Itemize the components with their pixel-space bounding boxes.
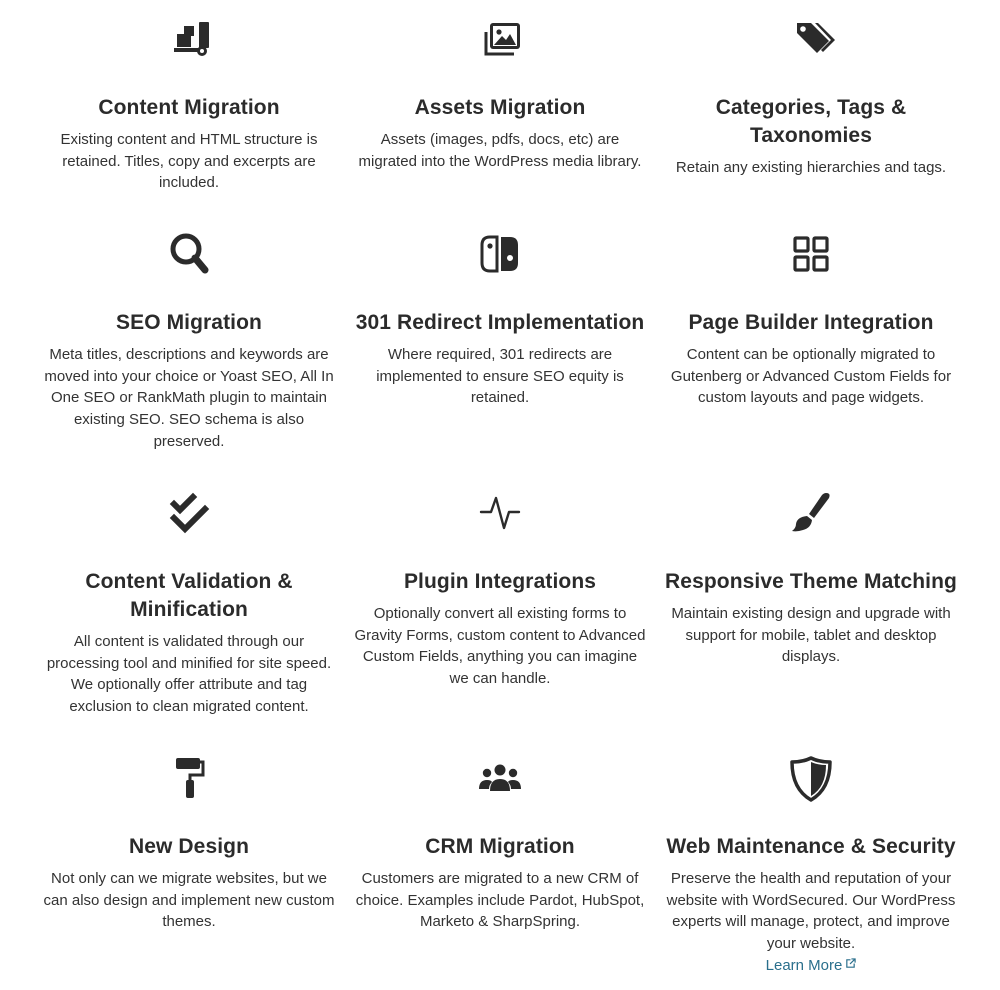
feature-description: Preserve the health and reputation of your website with WordSecured. Our WordPress experts will manage, protect, and improve your website. xyxy=(666,870,956,953)
feature-new-design xyxy=(39,753,339,933)
feature-description: Not only can we migrate websites, but we can also design and implement new custom themes. xyxy=(43,870,335,931)
feature-title: Content Migration xyxy=(98,96,280,119)
feature-title: New Design xyxy=(128,835,250,858)
feature-content-validation xyxy=(39,488,339,718)
double-check-icon xyxy=(159,488,219,538)
switch-toggle-icon xyxy=(470,229,530,279)
feature-description: Where required, 301 redirects are implemented to ensure SEO equity is retained. xyxy=(376,346,624,407)
boxes-dolly-icon xyxy=(159,14,219,64)
feature-page-builder-integration xyxy=(661,229,961,409)
feature-title: Assets Migration xyxy=(414,96,586,119)
feature-title: Page Builder Integration xyxy=(688,311,934,334)
external-link-icon xyxy=(845,958,856,969)
feature-301-redirect xyxy=(350,229,650,409)
feature-title: Responsive Theme Matching xyxy=(665,570,957,593)
feature-title: Categories, Tags & Taxonomies xyxy=(715,96,907,147)
feature-description: Customers are migrated to a new CRM of choice. Examples include Pardot, HubSpot, Marketo & SharpSpring. xyxy=(355,870,645,931)
feature-description: Optionally convert all existing forms to Gravity Forms, custom content to Advanced Custom Fields, anything you can imagine we can handle. xyxy=(354,605,646,688)
feature-title: Content Validation & Minification xyxy=(85,570,293,621)
search-icon xyxy=(159,229,219,279)
feature-seo-migration xyxy=(39,229,339,453)
learn-more-link[interactable] xyxy=(766,955,857,976)
feature-title: 301 Redirect Implementation xyxy=(355,311,645,334)
feature-categories-tags-taxonomies xyxy=(661,14,961,179)
feature-description: All content is validated through our processing tool and minified for site speed. We optionally offer attribute and tag exclusion to clean migrated content. xyxy=(46,633,332,716)
feature-title: CRM Migration xyxy=(425,835,575,858)
feature-content-migration xyxy=(39,14,339,194)
feature-description: Meta titles, descriptions and keywords are moved into your choice or Yoast SEO, All In One SEO or RankMath plugin to maintain existing SEO. SEO schema is also preserved. xyxy=(44,346,334,450)
feature-assets-migration xyxy=(350,14,650,172)
feature-title: Plugin Integrations xyxy=(403,570,597,593)
pulse-icon xyxy=(470,488,530,538)
feature-description: Content can be optionally migrated to Gutenberg or Advanced Custom Fields for custom layouts and page widgets. xyxy=(670,346,952,407)
learn-more-label: Learn More xyxy=(765,956,843,974)
feature-plugin-integrations xyxy=(350,488,650,690)
feature-web-maintenance-security xyxy=(655,753,967,976)
images-icon xyxy=(470,14,530,64)
shield-icon xyxy=(781,753,841,803)
grid-squares-icon xyxy=(781,229,841,279)
feature-responsive-theme-matching xyxy=(655,488,967,668)
paint-brush-icon xyxy=(781,488,841,538)
feature-description: Existing content and HTML structure is retained. Titles, copy and excerpts are included. xyxy=(60,131,318,192)
feature-description: Retain any existing hierarchies and tags. xyxy=(675,159,947,176)
feature-description: Maintain existing design and upgrade with support for mobile, tablet and desktop displays. xyxy=(671,605,951,666)
users-icon xyxy=(470,753,530,803)
paint-roller-icon xyxy=(159,753,219,803)
feature-title: Web Maintenance & Security xyxy=(666,835,956,858)
feature-title: SEO Migration xyxy=(116,311,262,334)
feature-description: Assets (images, pdfs, docs, etc) are migrated into the WordPress media library. xyxy=(358,131,642,170)
tags-icon xyxy=(781,14,841,64)
feature-crm-migration xyxy=(350,753,650,933)
